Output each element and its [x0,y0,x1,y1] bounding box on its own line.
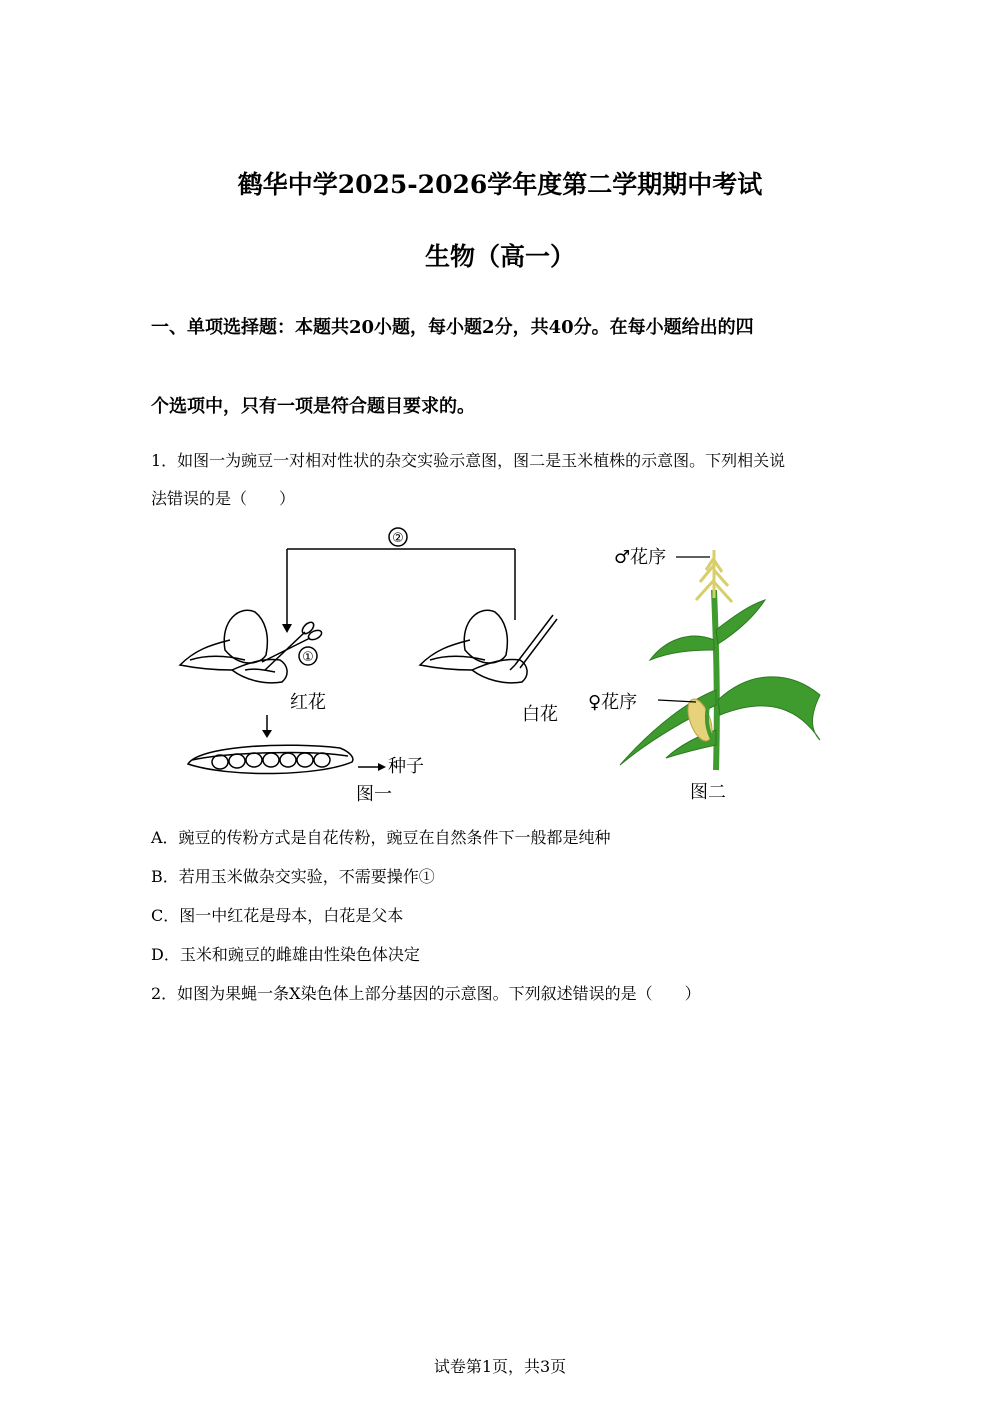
q1-option-a: A．豌豆的传粉方式是自花传粉，豌豆在自然条件下一般都是纯种 [151,828,611,847]
q1-option-b: B．若用玉米做杂交实验，不需要操作① [151,867,435,886]
q1-stem-line2: 法错误的是（ ） [151,489,296,508]
step1-label: ① [302,650,314,665]
corn-leaves [620,600,820,765]
fig1-caption: 图一 [356,784,392,805]
fig1-diagram [180,528,557,774]
q2-stem: 2．如图为果蝇一条X染色体上部分基因的示意图。下列叙述错误的是（ ） [151,984,701,1003]
q1-option-c: C．图一中红花是母本，白花是父本 [151,906,404,925]
female-inflorescence-label: ♀花序 [588,692,638,713]
q1-stem-line1: 1．如图一为豌豆一对相对性状的杂交实验示意图，图二是玉米植株的示意图。下列相关说 [151,451,786,470]
section-heading-line1: 一、单项选择题：本题共20小题，每小题2分，共40分。在每小题给出的四 [151,317,754,338]
step2-label: ② [392,531,404,546]
q1-figure [170,520,830,810]
red-flower-label: 红花 [290,692,326,713]
corn-plant-drawing [620,550,820,770]
subject-title: 生物（高一） [424,242,575,271]
fig2-caption: 图二 [690,782,726,803]
seed-label: 种子 [388,756,424,777]
male-tassel [696,550,732,602]
arrow-down-icon [282,624,292,633]
q1-figure-svg [170,520,830,810]
q1-option-d: D．玉米和豌豆的雌雄由性染色体决定 [151,945,420,964]
male-inflorescence-label: ♂花序 [614,547,667,568]
section-heading-line2: 个选项中，只有一项是符合题目要求的。 [151,396,475,417]
arrow-right-icon [378,763,386,771]
exam-title: 鹤华中学2025-2026学年度第二学期期中考试 [237,170,763,199]
white-flower-label: 白花 [522,704,558,725]
brush-icon [510,615,557,670]
red-flower-drawing [180,610,287,683]
pea-pod-drawing [188,745,353,773]
arrow-down-icon-2 [262,730,272,738]
page-footer: 试卷第1页，共3页 [433,1357,567,1376]
white-flower-drawing [420,610,527,683]
